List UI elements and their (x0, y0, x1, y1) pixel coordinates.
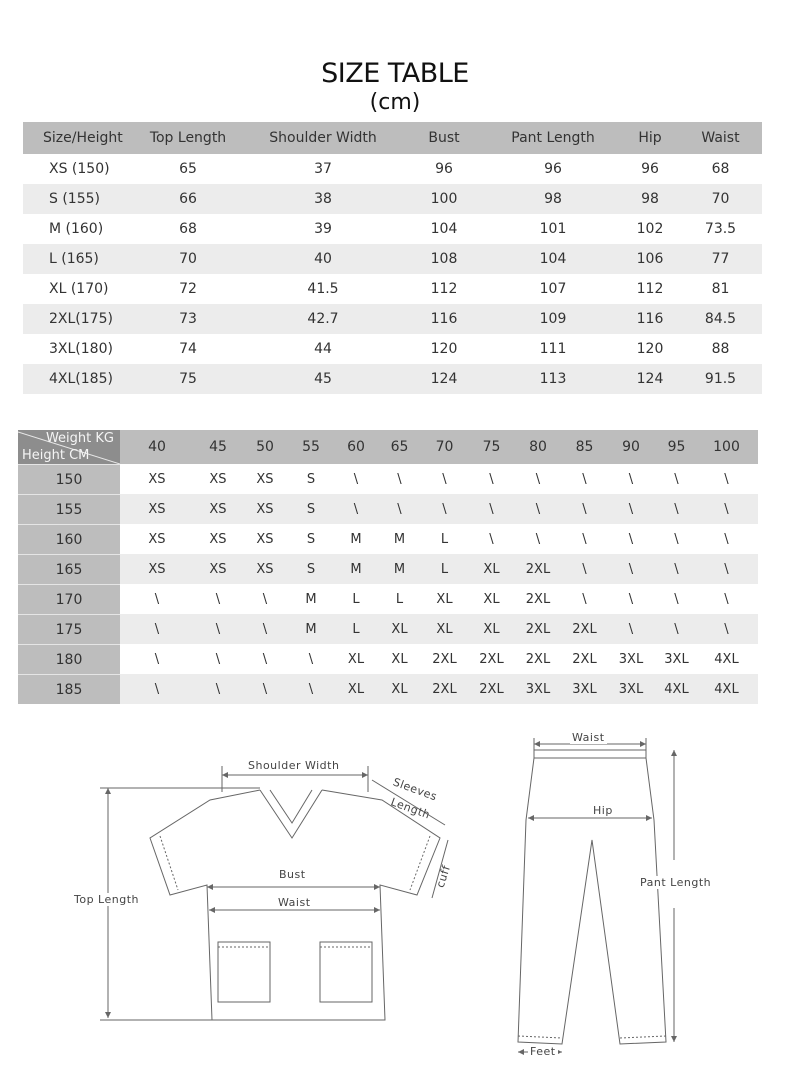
size-table-cell: 40 (314, 251, 332, 267)
size-table-header (23, 122, 762, 154)
weight-header-cell: 65 (390, 439, 409, 455)
size-recommendation-cell: \ (489, 471, 494, 487)
size-table-cell: 96 (544, 161, 562, 177)
size-recommendation-cell: L (352, 591, 360, 607)
size-recommendation-cell: 2XL (525, 651, 551, 667)
size-table-cell: 101 (539, 221, 567, 237)
size-recommendation-cell: 2XL (479, 651, 504, 667)
size-table-row (23, 364, 762, 394)
size-table-cell: 84.5 (704, 311, 737, 327)
size-table-cell: 112 (636, 281, 664, 297)
size-recommendation-cell: \ (535, 501, 541, 517)
size-recommendation-cell: \ (262, 621, 268, 637)
weight-header-cell: 80 (529, 439, 547, 455)
size-table-cell: 104 (539, 251, 567, 267)
size-table-cell: L (165) (49, 251, 99, 267)
size-recommendation-cell: 2XL (432, 651, 457, 667)
size-table-cell: 124 (636, 371, 664, 387)
size-recommendation-cell: \ (442, 471, 447, 487)
size-recommendation-cell: XL (483, 561, 500, 577)
size-table-cell: 68 (711, 161, 730, 177)
size-table-cell: 42.7 (307, 311, 339, 327)
size-recommendation-cell: \ (628, 501, 634, 517)
size-recommendation-cell: \ (308, 651, 314, 667)
size-table-cell: 98 (641, 191, 659, 207)
size-recommendation-cell: S (306, 561, 316, 577)
sleeves-label: Sleeves (391, 775, 439, 804)
size-recommendation-cell: M (305, 621, 317, 637)
size-table-cell: 70 (179, 251, 197, 267)
size-recommendation-cell: \ (724, 591, 729, 607)
size-table-cell: 88 (711, 341, 730, 357)
height-cell: 165 (18, 554, 120, 584)
size-recommendation-cell: XL (483, 591, 500, 607)
weight-height-chart (18, 430, 758, 704)
size-recommendation-cell: \ (582, 501, 587, 517)
size-recommendation-cell: \ (674, 501, 679, 517)
size-table-cell: 113 (539, 371, 567, 387)
size-recommendation-cell: \ (628, 531, 634, 547)
size-recommendation-cell: XL (436, 591, 453, 607)
size-recommendation-cell: M (350, 531, 362, 547)
size-table-cell: 116 (636, 311, 664, 327)
size-table-cell: 4XL(185) (49, 371, 113, 387)
size-table-cell: 107 (539, 281, 567, 297)
weight-chart-row (18, 524, 758, 554)
size-table-body (23, 154, 762, 394)
weight-header-cell: 70 (435, 439, 454, 455)
size-table-cell: 98 (544, 191, 562, 207)
page-subtitle: (cm) (369, 90, 421, 115)
size-recommendation-cell: \ (442, 501, 447, 517)
weight-chart-row (18, 614, 758, 644)
size-table-cell: 120 (636, 341, 664, 357)
size-table-row (23, 334, 762, 364)
size-recommendation-cell: \ (154, 681, 160, 697)
size-recommendation-cell: \ (262, 591, 268, 607)
size-table-cell: 116 (430, 311, 458, 327)
size-recommendation-cell: XL (436, 621, 453, 637)
size-table-cell: 72 (179, 281, 197, 297)
page-title: SIZE TABLE (321, 58, 469, 89)
height-cm-label: Height CM (22, 448, 90, 463)
size-recommendation-cell: \ (674, 621, 679, 637)
size-table-row (23, 184, 762, 214)
weight-chart-row (18, 494, 758, 524)
size-recommendation-cell: 2XL (525, 561, 551, 577)
pant-waist-label: Waist (572, 731, 605, 744)
size-recommendation-cell: XS (148, 471, 166, 487)
size-recommendation-cell: \ (724, 471, 729, 487)
size-recommendation-cell: \ (628, 561, 634, 577)
size-recommendation-cell: XS (209, 471, 227, 487)
feet-label: Feet (530, 1045, 556, 1058)
weight-header-cell: 60 (347, 439, 365, 455)
size-recommendation-cell: \ (489, 531, 494, 547)
size-recommendation-cell: L (440, 561, 449, 577)
weight-chart-row (18, 644, 758, 674)
size-recommendation-cell: L (395, 591, 404, 607)
size-recommendation-cell: 2XL (479, 681, 504, 697)
size-recommendation-cell: XS (209, 561, 227, 577)
size-recommendation-cell: XS (256, 531, 274, 547)
size-recommendation-cell: \ (154, 651, 160, 667)
size-recommendation-cell: \ (215, 591, 221, 607)
size-table-cell: 44 (314, 341, 332, 357)
size-recommendation-cell: \ (215, 681, 221, 697)
top-garment-drawing (60, 730, 480, 1030)
height-cell: 170 (18, 584, 120, 614)
size-table-cell: 104 (430, 221, 458, 237)
size-recommendation-cell: \ (535, 471, 541, 487)
size-table-cell: 70 (711, 191, 730, 207)
col-header-size-height: Size/Height (43, 130, 123, 146)
size-recommendation-cell: M (393, 561, 406, 577)
size-table-cell: 106 (636, 251, 664, 267)
size-table-cell: 112 (430, 281, 458, 297)
size-recommendation-cell: M (393, 531, 406, 547)
col-header-hip: Hip (638, 130, 662, 146)
size-table-cell: M (160) (49, 221, 104, 237)
weight-header-cell: 55 (302, 439, 320, 455)
size-table-cell: 100 (430, 191, 458, 207)
size-recommendation-cell: 3XL (525, 681, 551, 697)
weight-chart-row (18, 554, 758, 584)
size-recommendation-cell: \ (724, 561, 729, 577)
size-recommendation-cell: \ (582, 591, 587, 607)
size-recommendation-cell: XL (391, 651, 408, 667)
chart-corner-cell (18, 430, 120, 464)
size-table-cell: 41.5 (307, 281, 339, 297)
size-recommendation-cell: \ (724, 531, 729, 547)
size-recommendation-cell: \ (674, 591, 679, 607)
size-recommendation-cell: 2XL (525, 591, 551, 607)
size-recommendation-cell: 4XL (714, 651, 739, 667)
size-recommendation-cell: XS (256, 501, 274, 517)
size-table-cell: 65 (179, 161, 197, 177)
col-header-top-length: Top Length (149, 130, 227, 146)
size-table-cell: 39 (314, 221, 332, 237)
size-recommendation-cell: \ (535, 531, 541, 547)
height-cell: 160 (18, 524, 120, 554)
size-recommendation-cell: S (306, 531, 316, 547)
weight-header-cell: 90 (622, 439, 640, 455)
col-header-waist: Waist (701, 130, 740, 146)
weight-chart-body (18, 464, 758, 704)
size-recommendation-cell: \ (353, 471, 359, 487)
bust-label: Bust (279, 868, 306, 881)
size-recommendation-cell: \ (489, 501, 494, 517)
weight-header-cell: 50 (256, 439, 274, 455)
size-recommendation-cell: XS (148, 501, 166, 517)
pant-length-label: Pant Length (640, 876, 712, 889)
size-recommendation-cell: 3XL (618, 651, 644, 667)
size-table-cell: 73.5 (704, 221, 737, 237)
size-recommendation-cell: XS (148, 561, 166, 577)
size-recommendation-cell: \ (724, 501, 729, 517)
size-recommendation-cell: 3XL (618, 681, 644, 697)
height-cell: 185 (18, 674, 120, 704)
size-table-cell: 3XL(180) (49, 341, 113, 357)
col-header-bust: Bust (428, 130, 460, 146)
cuff-label: cuff (433, 863, 454, 890)
size-table-row (23, 274, 762, 304)
size-recommendation-cell: XS (148, 531, 166, 547)
weight-chart-row (18, 674, 758, 704)
size-recommendation-cell: XL (347, 651, 365, 667)
size-recommendation-cell: \ (628, 471, 634, 487)
weight-header-cell: 40 (148, 439, 166, 455)
height-cell: 155 (18, 494, 120, 524)
size-table-cell: 74 (179, 341, 197, 357)
size-table-cell: 73 (179, 311, 197, 327)
size-table-cell: 75 (179, 371, 197, 387)
pant-garment-drawing (500, 730, 750, 1065)
size-recommendation-cell: 2XL (572, 651, 597, 667)
hip-label: Hip (593, 804, 613, 817)
col-header-shoulder-width: Shoulder Width (269, 130, 377, 146)
size-table-cell: 102 (636, 221, 664, 237)
size-table-row (23, 304, 762, 334)
size-recommendation-cell: L (440, 531, 449, 547)
size-recommendation-cell: \ (674, 561, 679, 577)
size-table-cell: 96 (435, 161, 453, 177)
weight-header-cell: 45 (209, 439, 227, 455)
size-table-row (23, 244, 762, 274)
size-recommendation-cell: \ (308, 681, 314, 697)
size-table-cell: 45 (314, 371, 332, 387)
size-table-cell: 38 (314, 191, 332, 207)
pant-diagram (500, 730, 750, 1065)
size-table-cell: 66 (179, 191, 197, 207)
size-recommendation-cell: XS (256, 561, 274, 577)
size-recommendation-cell: \ (628, 591, 634, 607)
size-table-cell: 109 (539, 311, 567, 327)
size-recommendation-cell: XL (391, 681, 408, 697)
size-table-cell: 120 (430, 341, 458, 357)
weight-header-cell: 95 (667, 439, 686, 455)
size-table-cell: 111 (539, 341, 567, 357)
size-recommendation-cell: XL (347, 681, 365, 697)
weight-chart-row (18, 464, 758, 494)
size-table-cell: XS (150) (49, 161, 110, 177)
size-table-cell: 96 (641, 161, 659, 177)
weight-header-row (18, 430, 758, 464)
size-table-cell: 77 (711, 251, 730, 267)
size-recommendation-cell: \ (353, 501, 359, 517)
size-recommendation-cell: \ (674, 531, 679, 547)
weight-chart-row (18, 584, 758, 614)
top-length-label: Top Length (74, 893, 140, 906)
height-cell: 175 (18, 614, 120, 644)
size-recommendation-cell: \ (215, 651, 221, 667)
size-recommendation-cell: XL (391, 621, 408, 637)
size-recommendation-cell: M (305, 591, 317, 607)
size-table-row (23, 154, 762, 184)
size-recommendation-cell: S (306, 471, 316, 487)
size-table-cell: S (155) (49, 191, 100, 207)
height-cell: 150 (18, 464, 120, 494)
size-table-cell: 37 (314, 161, 332, 177)
size-recommendation-cell: \ (154, 591, 160, 607)
size-table-cell: 91.5 (704, 371, 737, 387)
size-table-cell: 2XL(175) (49, 311, 113, 327)
col-header-pant-length: Pant Length (511, 130, 595, 146)
size-recommendation-cell: XS (256, 471, 274, 487)
size-recommendation-cell: S (306, 501, 316, 517)
size-recommendation-cell: XS (209, 501, 227, 517)
size-table-cell: XL (170) (49, 281, 109, 297)
size-table-row (23, 214, 762, 244)
size-recommendation-cell: \ (582, 561, 587, 577)
size-recommendation-cell: \ (262, 651, 268, 667)
size-recommendation-cell: M (350, 561, 362, 577)
size-recommendation-cell: L (352, 621, 360, 637)
size-recommendation-cell: \ (215, 621, 221, 637)
size-recommendation-cell: 2XL (525, 621, 551, 637)
size-recommendation-cell: \ (397, 501, 402, 517)
size-recommendation-cell: \ (582, 471, 587, 487)
size-recommendation-cell: \ (262, 681, 268, 697)
top-waist-label: Waist (278, 896, 311, 909)
size-recommendation-cell: \ (628, 621, 634, 637)
size-table-cell: 68 (179, 221, 197, 237)
size-recommendation-cell: 4XL (664, 681, 689, 697)
size-table (23, 122, 762, 394)
size-recommendation-cell: 2XL (432, 681, 457, 697)
top-diagram (60, 730, 480, 1030)
weight-header-cell: 85 (575, 439, 594, 455)
weight-header-cell: 100 (713, 439, 740, 455)
size-recommendation-cell: 2XL (572, 621, 597, 637)
size-recommendation-cell: 3XL (664, 651, 689, 667)
size-table-cell: 124 (430, 371, 458, 387)
weight-kg-label: Weight KG (45, 431, 114, 446)
size-recommendation-cell: \ (674, 471, 679, 487)
size-table-cell: 108 (430, 251, 458, 267)
weight-header-cell: 75 (482, 439, 501, 455)
size-recommendation-cell: \ (397, 471, 402, 487)
size-recommendation-cell: XS (209, 531, 227, 547)
size-table-cell: 81 (711, 281, 730, 297)
shoulder-width-label: Shoulder Width (245, 759, 342, 772)
size-recommendation-cell: 3XL (572, 681, 597, 697)
size-recommendation-cell: 4XL (714, 681, 739, 697)
height-cell: 180 (18, 644, 120, 674)
size-recommendation-cell: \ (154, 621, 160, 637)
size-recommendation-cell: \ (582, 531, 587, 547)
sleeves-length-label: Length (389, 795, 432, 822)
size-recommendation-cell: XL (483, 621, 500, 637)
size-recommendation-cell: \ (724, 621, 729, 637)
